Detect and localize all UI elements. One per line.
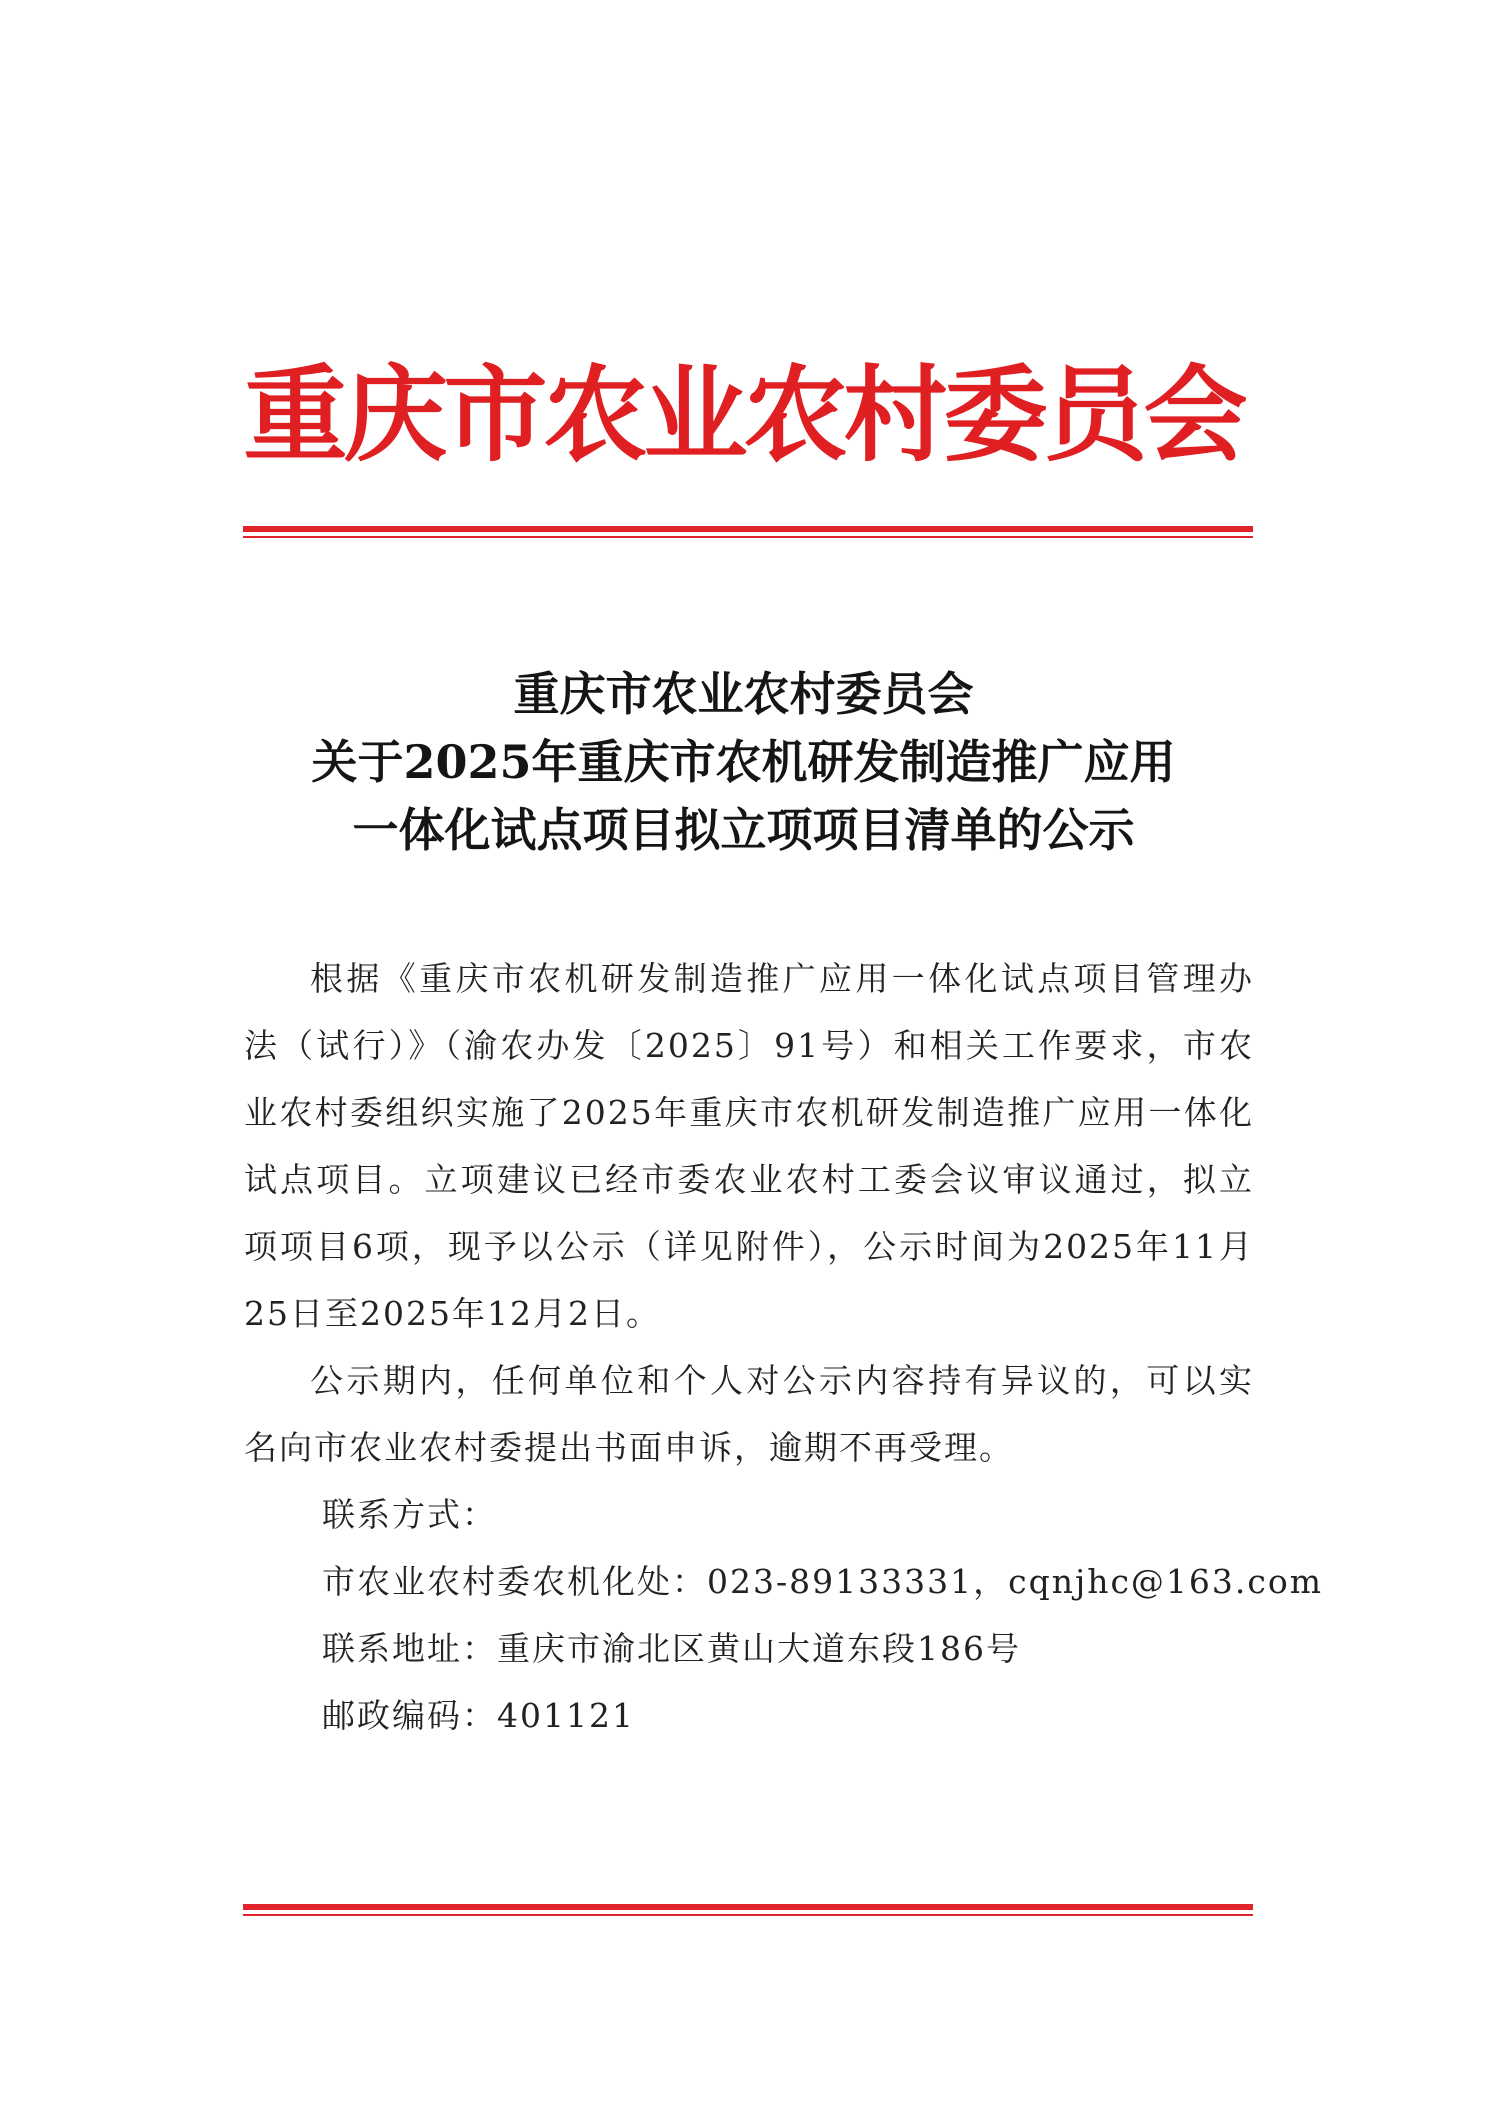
title-line-2: 关于2025年重庆市农机研发制造推广应用	[311, 735, 1176, 789]
footer-red-rule	[243, 1904, 1253, 1916]
contact-office: 市农业农村委农机化处：023-89133331，cqnjhc@163.com	[322, 1562, 1324, 1601]
contact-postcode: 邮政编码：401121	[322, 1696, 635, 1735]
body-paragraph-1: 根据《重庆市农机研发制造推广应用一体化试点项目管理办法（试行）》（渝农办发〔2025〕91号）和相关工作要求，市农业农村委组织实施了2025年重庆市农机研发制造推广应用一体化试点项目。立项建议已经市委农业农村工委会议审议通过，拟立项项目6项，现予以公示（详见附件），公示时间为2025年11月25日至2025年12月2日。	[244, 959, 1254, 1333]
red-rule-thin	[243, 1914, 1253, 1916]
contact-address: 联系地址：重庆市渝北区黄山大道东段186号	[322, 1629, 1021, 1668]
title-line-1: 重庆市农业农村委员会	[513, 667, 974, 721]
red-rule-thin	[243, 536, 1253, 538]
document-body	[244, 945, 1324, 1749]
document-title	[0, 660, 1487, 864]
body-paragraph-2: 公示期内，任何单位和个人对公示内容持有异议的，可以实名向市农业农村委提出书面申诉，逾期不再受理。	[244, 1361, 1254, 1467]
red-rule-thick	[243, 1904, 1253, 1910]
title-line-3: 一体化试点项目拟立项项目清单的公示	[352, 803, 1135, 857]
letterhead-red-rule-top	[243, 526, 1253, 538]
letterhead-org-name: 重庆市农业农村委员会	[243, 354, 1244, 476]
contact-heading: 联系方式：	[322, 1495, 497, 1534]
red-rule-thick	[243, 526, 1253, 532]
